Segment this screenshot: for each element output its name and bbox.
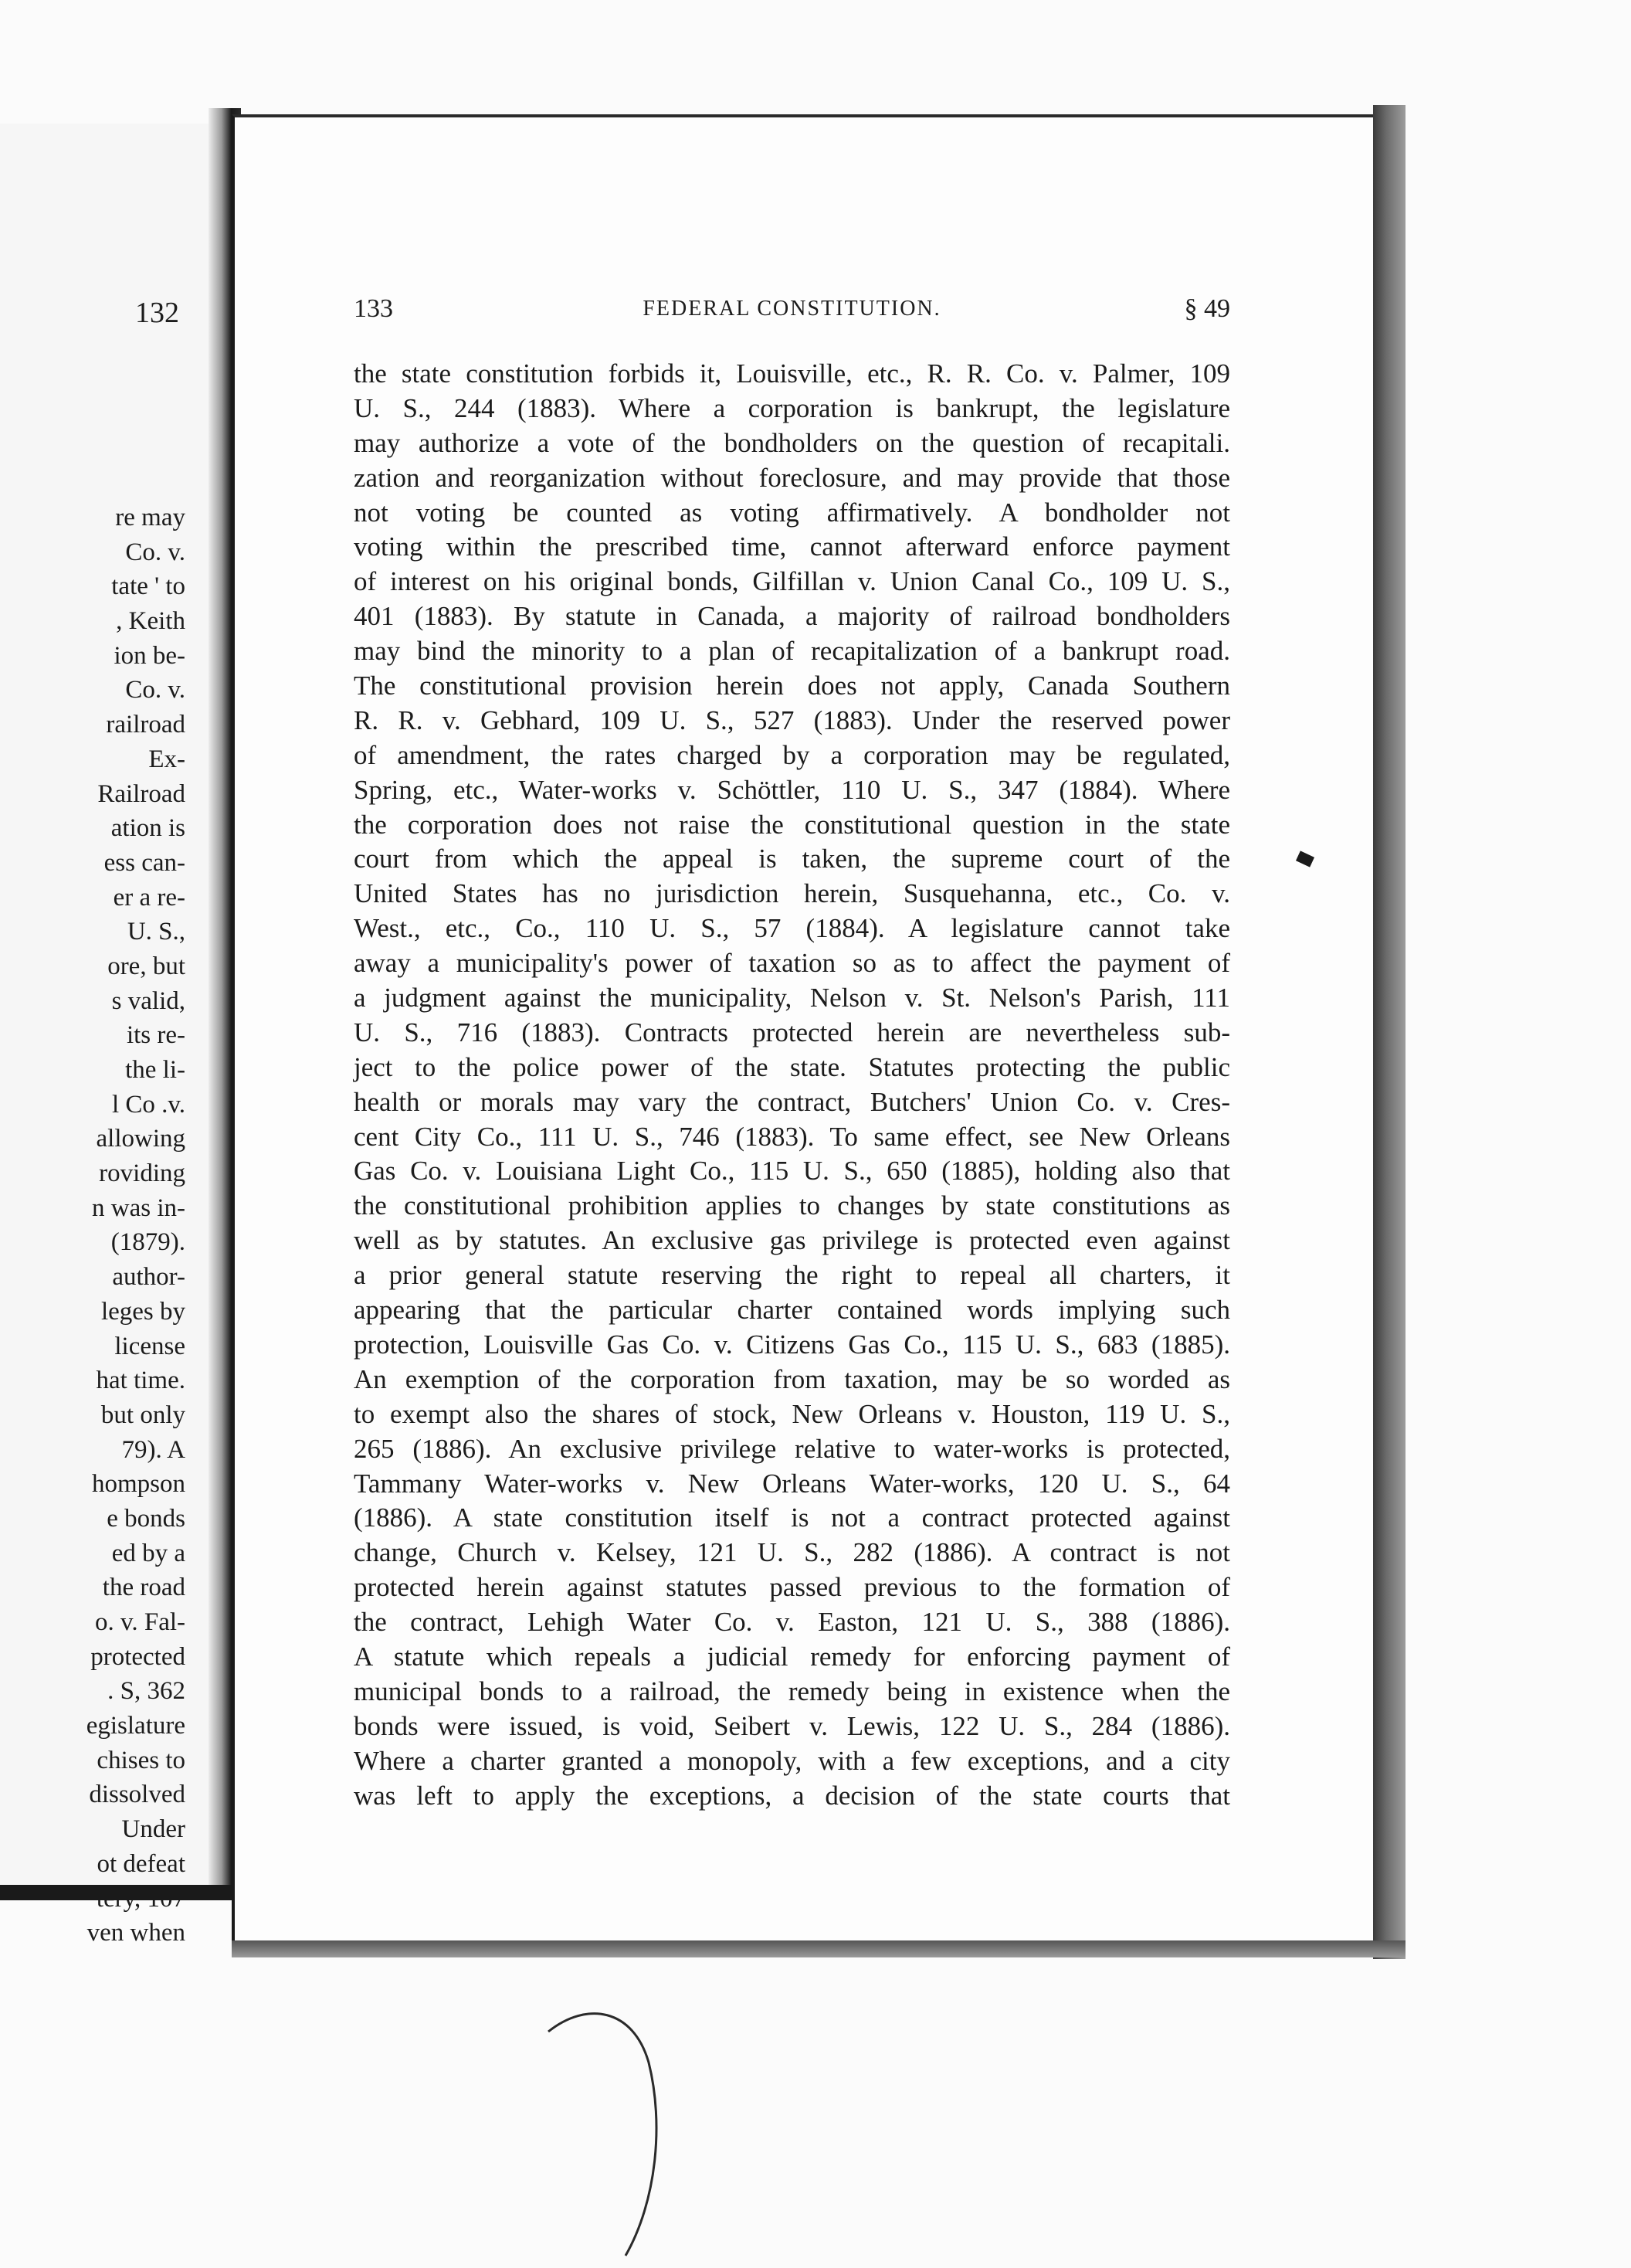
left-page-line: l Co .v.: [111, 1090, 185, 1119]
left-page-line: its re-: [126, 1021, 185, 1050]
left-page-line: the li-: [125, 1056, 185, 1084]
text-line: well as by statutes. An exclusive gas privilege is protected even against: [354, 1225, 1230, 1256]
text-line: 401 (1883). By statute in Canada, a majority of railroad bondholders: [354, 601, 1230, 632]
right-page-bottom-edge: [232, 1940, 1406, 1957]
left-page-line: chises to: [97, 1746, 185, 1774]
text-line: away a municipality's power of taxation so as to affect the payment of: [354, 948, 1230, 979]
left-page-line: Railroad: [97, 779, 185, 808]
text-line: voting within the prescribed time, cannot afterward enforce payment: [354, 531, 1230, 562]
text-line: may authorize a vote of the bondholders on the question of recapitali.: [354, 427, 1230, 458]
left-page-line: license: [114, 1332, 185, 1360]
body-text: [354, 357, 1230, 1813]
left-page-line: ed by a: [111, 1539, 185, 1567]
text-line: 265 (1886). An exclusive privilege relative to water-works is protected,: [354, 1433, 1230, 1464]
left-page-line: the road: [102, 1574, 185, 1602]
text-line: may bind the minority to a plan of recapitalization of a bankrupt road.: [354, 636, 1230, 667]
text-line: U. S., 716 (1883). Contracts protected herein are nevertheless sub-: [354, 1017, 1230, 1047]
text-line: zation and reorganization without foreclosure, and may provide that those: [354, 462, 1230, 493]
text-line: Tammany Water-works v. New Orleans Water-works, 120 U. S., 64: [354, 1468, 1230, 1499]
left-page-text: [0, 501, 185, 1951]
text-line: municipal bonds to a railroad, the remedy being in existence when the: [354, 1676, 1230, 1706]
text-line: appearing that the particular charter contained words implying such: [354, 1295, 1230, 1326]
left-facing-page: [0, 124, 218, 1947]
left-page-line: ion be-: [114, 641, 185, 670]
left-page-line: but only: [100, 1401, 185, 1429]
text-line: a judgment against the municipality, Nelson v. St. Nelson's Parish, 111: [354, 983, 1230, 1013]
text-line: U. S., 244 (1883). Where a corporation is bankrupt, the legislature: [354, 392, 1230, 423]
text-line: bonds were issued, is void, Seibert v. Lewis, 122 U. S., 284 (1886).: [354, 1710, 1230, 1741]
text-line: of interest on his original bonds, Gilfillan v. Union Canal Co., 109 U. S.,: [354, 566, 1230, 597]
left-page-line: tate ' to: [111, 572, 185, 601]
text-line: R. R. v. Gebhard, 109 U. S., 527 (1883). Under the reserved power: [354, 705, 1230, 735]
page-number: 133: [354, 294, 393, 323]
text-line: Spring, etc., Water-works v. Schöttler, 110 U. S., 347 (1884). Where: [354, 774, 1230, 805]
left-page-line: leges by: [100, 1297, 185, 1326]
text-line: the contract, Lehigh Water Co. v. Easton, 121 U. S., 388 (1886).: [354, 1607, 1230, 1638]
text-line: the constitutional prohibition applies to changes by state constitutions as: [354, 1190, 1230, 1221]
left-page-line: protected: [90, 1642, 185, 1671]
left-page-line: Co. v.: [125, 676, 185, 705]
text-line: An exemption of the corporation from taxation, may be so worded as: [354, 1363, 1230, 1394]
left-page-bottom-edge: [0, 1885, 247, 1900]
left-page-line: 79). A: [121, 1435, 185, 1464]
left-page-line: s valid,: [111, 986, 185, 1015]
left-page-line: roviding: [99, 1159, 185, 1188]
text-line: Where a charter granted a monopoly, with a few exceptions, and a city: [354, 1745, 1230, 1776]
left-page-line: ore, but: [107, 952, 185, 980]
left-page-line: ven when: [86, 1919, 185, 1947]
left-page-line: re may: [115, 504, 185, 531]
left-page-line: ess can-: [103, 848, 185, 877]
left-page-line: . S, 362: [107, 1677, 185, 1706]
running-head: [354, 292, 1230, 326]
left-page-line: egislature: [86, 1712, 185, 1740]
left-page-line: author-: [112, 1263, 185, 1292]
left-page-line: railroad: [106, 711, 185, 739]
left-page-line: Ex-: [148, 745, 185, 773]
text-line: The constitutional provision herein does not apply, Canada Southern: [354, 671, 1230, 701]
pencil-stroke-mark: [541, 2001, 695, 2263]
text-line: (1886). A state constitution itself is not a contract protected against: [354, 1502, 1230, 1533]
left-page-line: hat time.: [96, 1367, 185, 1395]
left-page-line: , Keith: [116, 607, 185, 636]
section-number: § 49: [1184, 294, 1230, 323]
text-line: change, Church v. Kelsey, 121 U. S., 282 (1886). A contract is not: [354, 1537, 1230, 1568]
left-page-line: Under: [121, 1815, 185, 1844]
text-line: West., etc., Co., 110 U. S., 57 (1884). A legislature cannot take: [354, 913, 1230, 944]
text-line: ject to the police power of the state. Statutes protecting the public: [354, 1051, 1230, 1082]
text-line: protection, Louisville Gas Co. v. Citizens Gas Co., 115 U. S., 683 (1885).: [354, 1329, 1230, 1360]
left-page-line: er a re-: [113, 883, 185, 912]
text-line: A statute which repeals a judicial remedy for enforcing payment of: [354, 1641, 1230, 1672]
text-line: protected herein against statutes passed previous to the formation of: [354, 1572, 1230, 1603]
text-line: court from which the appeal is taken, the supreme court of the: [354, 844, 1230, 874]
text-line: health or morals may vary the contract, Butchers' Union Co. v. Cres-: [354, 1086, 1230, 1117]
left-page-line: ot defeat: [97, 1849, 185, 1878]
text-line: a prior general statute reserving the right to repeal all charters, it: [354, 1260, 1230, 1291]
left-page-number: 132: [135, 297, 179, 329]
left-page-line: hompson: [91, 1470, 185, 1499]
right-page-edge: [1373, 105, 1406, 1959]
left-page-line: ation is: [110, 814, 185, 843]
text-line: was left to apply the exceptions, a decision of the state courts that: [354, 1780, 1230, 1811]
text-line: cent City Co., 111 U. S., 746 (1883). To same effect, see New Orleans: [354, 1121, 1230, 1152]
text-line: not voting be counted as voting affirmatively. A bondholder not: [354, 497, 1230, 528]
left-page-line: dissolved: [89, 1781, 185, 1809]
text-line: United States has no jurisdiction herein, Susquehanna, etc., Co. v.: [354, 878, 1230, 909]
left-page-line: Co. v.: [125, 538, 185, 566]
text-line: the state constitution forbids it, Louisville, etc., R. R. Co. v. Palmer, 109: [354, 358, 1230, 389]
text-line: the corporation does not raise the constitutional question in the state: [354, 809, 1230, 840]
running-title: FEDERAL CONSTITUTION.: [643, 297, 941, 321]
text-line: Gas Co. v. Louisiana Light Co., 115 U. S., 650 (1885), holding also that: [354, 1156, 1230, 1187]
text-line: to exempt also the shares of stock, New Orleans v. Houston, 119 U. S.,: [354, 1398, 1230, 1429]
left-page-line: o. v. Fal-: [94, 1608, 185, 1636]
left-page-line: (1879).: [110, 1228, 185, 1257]
text-line: of amendment, the rates charged by a corporation may be regulated,: [354, 739, 1230, 770]
left-page-line: n was in-: [92, 1193, 185, 1222]
left-page-line: U. S.,: [127, 918, 185, 946]
left-page-line: allowing: [96, 1125, 185, 1153]
left-page-line: e bonds: [107, 1504, 185, 1533]
